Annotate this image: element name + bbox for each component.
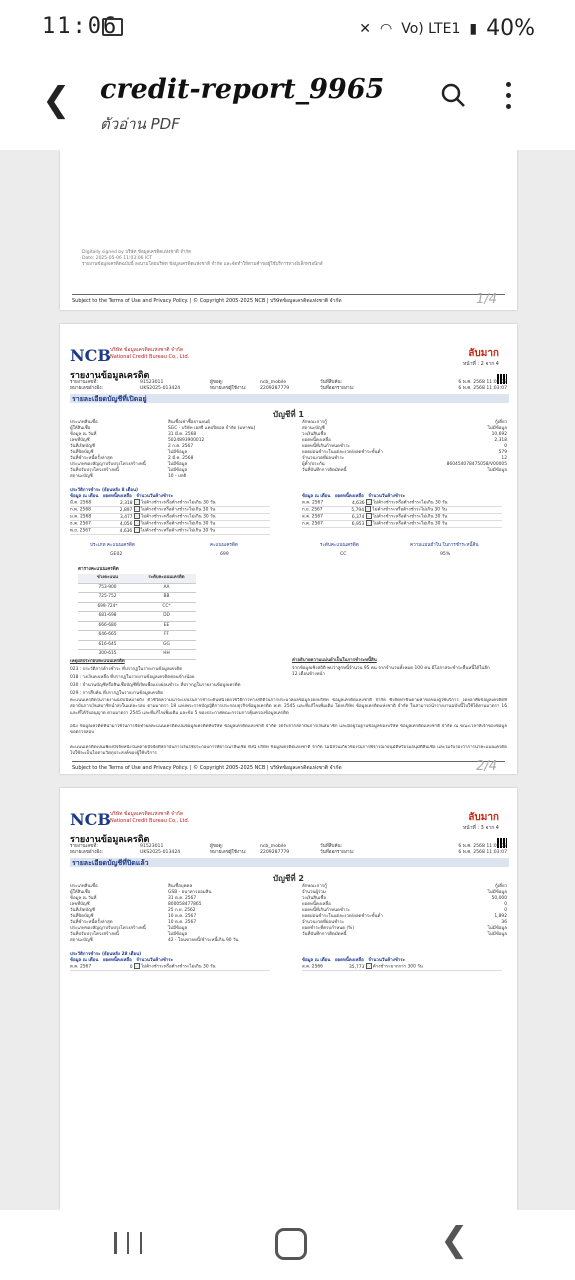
detail-value: 12: [501, 456, 507, 461]
meta-value: 2209287779: [260, 850, 290, 855]
meta-value: 6 พ.ค. 2568 11:03:07: [458, 386, 507, 391]
company-name-th: บริษัท ข้อมูลเครดิตแห่งชาติ จำกัด: [110, 347, 184, 353]
recent-apps-icon[interactable]: [114, 1232, 142, 1256]
history-col: ยอดหนี้คงเหลือ: [334, 958, 364, 963]
account-title: บัญชีที่ 2: [273, 874, 304, 883]
grade-level: EE: [163, 622, 170, 628]
grade-row: [78, 603, 196, 613]
page-number: 2/4: [476, 759, 497, 774]
pdf-viewer[interactable]: [0, 150, 575, 1210]
detail-value: 31 มี.ค. 2568: [168, 432, 197, 437]
detail-value: GSB - ธนาคารออมสิน: [168, 890, 212, 895]
grade-col: ระดับคะแนนเครดิต: [148, 575, 185, 580]
signal-icon: ▮: [469, 20, 478, 37]
disclaimer-paragraph: คะแนนเครดิตในรายงานฉบับนี้หมายถึง ตัวชี้วัดความน่าจะเป็นในการชำระคืนหนี้โดยใช้วิธีการทางสถิติในการประมวลผลข้อมูลโดยบริษัท ข้อมูลเครดิตแห่งชาติ จำกัด ซึ่งจัดทำขึ้นตามคำขอของผู้ใช้บริการ โดยอาศัยข้อมูลเครดิตที่สถาบันการเงินสมาชิกนำส่งในแต่ละรอบ ตามมาตรา 18 แห่งพระราชบัญญัติการประกอบธุรกิจข้อมูลเครดิต พ.ศ. 2545 และที่แก้ไขเพิ่มเติม โดยบริษัท ข้อมูลเครดิตแห่งชาติ จำกัด ในสามารถนำรายงานฉบับนี้ไปใช้ได้ตามมาตรา 16 และที่ได้รับอนุญาต ตามมาตรา 2545 และที่แก้ไขเพิ่มเติม และข้อ 5 ของประกาศคณะกรรมการคุ้มครองข้อมูลเครดิต: [70, 698, 507, 716]
page-footer: [72, 761, 505, 772]
history-month: ต.ค. 2567: [70, 964, 92, 970]
detail-label: สถานะบัญชี: [302, 426, 325, 431]
history-balance: 4,056: [119, 521, 133, 527]
detail-label: ยอดหนี้ที่เกินกำหนดชำระ: [302, 908, 351, 913]
grade-row: [78, 622, 196, 632]
grade-row: [78, 584, 196, 594]
grade-level: BB: [163, 594, 170, 599]
detail-value: ไม่มีข้อมูล: [168, 926, 188, 931]
detail-label: วงเงินสินเชื่อ: [302, 896, 327, 901]
meta-label: หมายเลขผู้ใช้งาน:: [210, 386, 247, 391]
wifi-icon: ◠: [380, 20, 393, 37]
grade-range: 753-900: [98, 584, 117, 590]
history-status: ไม่ค้างชำระหรือค้างชำระไม่เกิน 30 วัน: [140, 964, 216, 970]
history-col: จำนวนวันค้างชำระ: [136, 958, 173, 963]
meta-label: วันที่สืบค้น:: [320, 380, 343, 385]
pdf-page-1: [60, 150, 517, 310]
history-balance: 4,636: [119, 528, 133, 534]
disclaimer-paragraph: คะแนนเครดิตเป็นเพียงปัจจัยหนึ่งในหลายปัจจัยที่สถาบันการเงินใช้ประกอบการพิจารณาสินเชื่อ ทั้งนี้ บริษัท ข้อมูลเครดิตแห่งชาติ จำกัด ไม่มีส่วนเกี่ยวข้องในการพิจารณาอนุมัติหรือไม่อนุมัติสินเชื่อ และไม่รับรองว่าการนำคะแนนเครดิตไปใช้จะเป็นไปตามวัตถุประสงค์ของผู้ใช้บริการ: [70, 745, 507, 757]
history-balance: 6,953: [351, 521, 365, 527]
detail-label: ลักษณะการกู้: [302, 884, 327, 889]
history-title: ประวัติการชำระ (ย้อนหลัง 8 เดือน): [70, 488, 139, 493]
app-subtitle: ตัวอ่าน PDF: [100, 115, 180, 133]
detail-label: ยอดหนี้ที่เกินกำหนดชำระ: [302, 444, 351, 449]
report-title: รายงานข้อมูลเครดิต: [70, 371, 150, 381]
score-grade: CC: [340, 552, 347, 557]
history-col: ยอดหนี้คงเหลือ: [102, 958, 132, 963]
history-row: [302, 520, 502, 528]
detail-label: ประเภทสินเชื่อ: [70, 420, 98, 425]
page-of: หน้าที่ : 3 จาก 4: [463, 825, 499, 831]
detail-label: ประเภทสินเชื่อ: [70, 884, 98, 889]
history-balance: 6,374: [351, 514, 365, 520]
pdf-page-3: [60, 788, 517, 1210]
history-col: ข้อมูล ณ เดือน: [70, 494, 99, 499]
detail-value: 36: [501, 920, 507, 925]
nav-back-icon[interactable]: ❮: [440, 1220, 469, 1260]
mute-icon: ✕: [359, 20, 371, 37]
page-footer: [72, 294, 505, 305]
detail-label: ผู้ให้สินเชื่อ: [70, 426, 91, 431]
detail-value: 10,692: [491, 432, 507, 437]
history-title: ประวัติการชำระ (ย้อนหลัง 28 เดือน): [70, 952, 142, 957]
detail-value: 1,892: [494, 914, 507, 919]
meta-label: หมายเลขอ้างอิง:: [70, 386, 103, 391]
detail-label: สถานะบัญชี: [70, 938, 93, 943]
grade-range: 725-752: [98, 594, 117, 599]
detail-value: 2,318: [494, 438, 507, 443]
ncb-logo: NCB: [70, 810, 111, 829]
history-col: ข้อมูล ณ เดือน: [302, 494, 331, 499]
detail-label: จำนวนงวดที่ผ่อนชำระ: [302, 456, 345, 461]
detail-value: ไม่มีข้อมูล: [487, 426, 507, 431]
detail-value: 2 ก.ค. 2567: [168, 444, 194, 449]
detail-value: กู้เดี่ยว: [494, 420, 507, 425]
history-month: ส.ค. 2566: [302, 964, 323, 970]
detail-value: 10 ต.ค. 2567: [168, 914, 197, 919]
history-col: จำนวนวันค้างชำระ: [136, 494, 173, 499]
more-options-icon[interactable]: [506, 82, 512, 115]
back-icon[interactable]: ❮: [42, 80, 71, 120]
history-status: ไม่ค้างชำระหรือค้างชำระไม่เกิน 30 วัน: [140, 528, 216, 534]
history-balance: 5,794: [351, 507, 364, 513]
company-name: [110, 811, 189, 825]
accuracy-title: ค่าอธิบายความแม่นยำเป็นในการชำระหนี้สิน: [292, 658, 377, 663]
detail-label: วันที่ชำระหนี้ครั้งล่าสุด: [70, 920, 113, 925]
detail-value: ไม่มีข้อมูล: [487, 932, 507, 937]
factors-title: เหตุผลประกอบคะแนนเครดิต: [70, 659, 125, 664]
grade-level: CC*: [162, 603, 171, 609]
meta-label: รายงานเลขที่:: [70, 380, 98, 385]
history-header: [70, 492, 173, 499]
history-month: พ.ย. 2567: [70, 528, 91, 534]
score-col: ความแม่นยำใน ในการชำระหนี้สิน: [410, 543, 479, 548]
grade-col: ช่วงคะแนน: [96, 575, 119, 580]
detail-value: SGC - บริษัท เอสจี แคปปิตอล จำกัด (มหาชน): [168, 426, 256, 431]
history-balance: 2,897: [119, 507, 133, 513]
document-title: credit-report_9965: [100, 74, 385, 105]
detail-label: ผู้ค้ำ/ประกัน: [302, 462, 325, 467]
detail-value: ไม่มีข้อมูล: [168, 468, 188, 473]
history-status: ไม่ค้างชำระหรือค้างชำระไม่เกิน 30 วัน: [140, 521, 216, 527]
detail-label: วันที่ปิดบัญชี: [70, 450, 94, 455]
score-col: ระดับคะแนนเครดิต: [320, 543, 359, 548]
grade-range: 646-665: [98, 632, 117, 637]
grade-table: [78, 574, 196, 660]
status-time: 11:06: [42, 14, 119, 39]
history-month: ธ.ค. 2567: [70, 521, 91, 527]
meta-value: ncb_mobile: [260, 844, 287, 849]
system-nav-bar: [0, 1210, 575, 1280]
history-status: ไม่ค้างชำระหรือค้างชำระไม่เกิน 30 วัน: [372, 500, 448, 506]
home-icon[interactable]: [275, 1228, 307, 1260]
company-name-en: National Credit Bureau Co., Ltd.: [110, 818, 190, 824]
history-status: ค้างชำระมากกว่า 300 วัน: [372, 964, 423, 970]
detail-label: ข้อมูล ณ วันที่: [70, 432, 97, 437]
history-balance: 35,773: [349, 964, 365, 970]
history-col: ยอดหนี้คงเหลือ: [102, 494, 132, 499]
signature-line: Date: 2025-05-06 11:03:06 ICT: [82, 256, 153, 261]
meta-label: ผู้ขอดู:: [210, 844, 224, 849]
meta-value: 6 พ.ค. 2568 11:03:07: [458, 380, 507, 385]
grade-table-title: ตารางคะแนนเครดิต: [78, 567, 119, 572]
grade-range: 300-615: [98, 651, 117, 656]
detail-label: ยอดผ่อนชำระในแต่ละงวด/ยอดชำระขั้นต่ำ: [302, 450, 383, 455]
grade-level: HH: [163, 651, 170, 656]
grade-level: GG: [163, 641, 170, 647]
detail-value: 0: [504, 444, 507, 449]
grade-level: FF: [164, 632, 169, 637]
detail-label: วันที่ปรับปรุงโครงสร้างหนี้: [70, 468, 119, 473]
detail-label: วันที่ปรับปรุงโครงสร้างหนี้: [70, 932, 119, 937]
history-month: ก.พ. 2568: [70, 507, 91, 513]
detail-label: เลขที่บัญชี: [70, 902, 90, 907]
section-band: รายละเอียดบัญชีที่ปิดแล้ว: [70, 858, 509, 867]
grade-level: AA: [163, 584, 170, 590]
meta-value: 91523011: [140, 844, 164, 849]
detail-value: 42 - โอนขายหนี้/ชำระหนี้เกิน 90 วัน: [168, 938, 239, 943]
detail-label: ยอดหนี้คงเหลือ: [302, 438, 331, 443]
detail-value: 800058477865: [168, 902, 202, 907]
detail-label: ยอดหนี้คงเหลือ: [302, 902, 331, 907]
detail-label: วันที่เปิดบัญชี: [70, 908, 96, 913]
score-type: GE02: [110, 552, 123, 557]
history-header: [302, 492, 405, 499]
history-col: จำนวนวันค้างชำระ: [368, 494, 405, 499]
meta-value: 6 พ.ค. 2568 11:03:07: [458, 844, 507, 849]
search-icon[interactable]: [440, 82, 466, 108]
page-number: 1/4: [476, 292, 497, 307]
meta-label: หมายเลขอ้างอิง:: [70, 850, 103, 855]
detail-value: 860454078475058/V00005: [446, 462, 507, 467]
score-col: คะแนนเครดิต: [210, 543, 238, 548]
history-col: จำนวนวันค้างชำระ: [368, 958, 405, 963]
detail-value: กู้เดี่ยว: [494, 884, 507, 889]
ncb-logo: NCB: [70, 346, 111, 365]
grade-range: 616-645: [98, 641, 117, 647]
detail-value: ไม่มีข้อมูล: [487, 926, 507, 931]
grade-row: [78, 641, 196, 651]
meta-value: ncb_mobile: [260, 380, 287, 385]
detail-label: วันที่ชำระหนี้ครั้งล่าสุด: [70, 456, 113, 461]
history-month: ต.ค. 2567: [302, 500, 324, 506]
history-row: [302, 963, 502, 971]
report-title: รายงานข้อมูลเครดิต: [70, 835, 150, 845]
grade-range: 666-680: [98, 622, 117, 628]
detail-label: จำนวนผู้ร่วม: [302, 890, 326, 895]
credit-score-summary: [70, 542, 507, 564]
detail-label: ผู้ให้สินเชื่อ: [70, 890, 91, 895]
history-row: [70, 527, 270, 535]
history-col: ข้อมูล ณ เดือน: [302, 958, 331, 963]
payment-history: [70, 486, 507, 534]
meta-label: วันที่ออกรายงาน:: [320, 850, 355, 855]
detail-label: สถานะบัญชี: [70, 474, 93, 479]
meta-label: วันที่สืบค้น:: [320, 844, 343, 849]
accuracy-text: จากข้อมูลเชิงสถิติ พบว่าลูกหนี้จำนวน 95 คน จากจำนวนทั้งหมด 100 คน มีโอกาสจะชำระคืนหนี้ได้ในอีก 12 เดือนข้างหน้า: [292, 666, 490, 677]
pdf-page-2: [60, 324, 517, 774]
history-header: [70, 956, 173, 963]
account-details: [70, 420, 507, 480]
detail-label: ประเภทของสัญญาปรับปรุงโครงสร้างหนี้: [70, 926, 146, 931]
history-status: ไม่ค้างชำระหรือค้างชำระไม่เกิน 30 วัน: [141, 500, 216, 506]
meta-label: รายงานเลขที่:: [70, 844, 98, 849]
detail-value: 5024893900012: [168, 438, 205, 443]
score-accuracy: 95%: [440, 552, 451, 557]
history-header: [302, 956, 405, 963]
detail-value: ไม่มีข้อมูล: [487, 468, 507, 473]
detail-value: 0: [504, 908, 507, 913]
detail-label: วันที่เปิดบัญชี: [70, 444, 96, 449]
company-name-th: บริษัท ข้อมูลเครดิตแห่งชาติ จำกัด: [110, 811, 184, 817]
payment-history: [70, 950, 507, 980]
detail-value: สินเชื่อเช่าซื้อยานยนต์: [168, 420, 210, 425]
detail-label: ข้อมูล ณ วันที่: [70, 896, 97, 901]
footer-text: Subject to the Terms of Use and Privacy Policy. | © Copyright 2005-2025 NCB | บริษัทข้อมูลเครดิตแห่งชาติ จำกัด: [72, 298, 342, 304]
detail-value: 2 มี.ค. 2568: [168, 456, 194, 461]
grade-level: DD: [163, 613, 170, 618]
detail-value: ไม่มีข้อมูล: [168, 462, 188, 467]
history-row: [70, 963, 270, 971]
history-col: ยอดหนี้คงเหลือ: [334, 494, 364, 499]
detail-label: จำนวนงวดที่ผ่อนชำระ: [302, 920, 345, 925]
detail-value: 25 ก.ย. 2562: [168, 908, 196, 913]
meta-value: UKS2025-013424: [140, 386, 181, 391]
meta-label: วันที่ออกรายงาน:: [320, 386, 355, 391]
score-factors: [70, 658, 270, 698]
meta-value: UKS2025-013424: [140, 850, 181, 855]
history-balance: 3,477: [120, 514, 133, 520]
meta-value: 91523011: [140, 380, 164, 385]
status-bar: [0, 0, 575, 60]
meta-value: 2209287779: [260, 386, 290, 391]
detail-value: สินเชื่อบุคคล: [168, 884, 193, 889]
history-month: มี.ค. 2568: [70, 500, 92, 506]
history-balance: 0: [129, 964, 133, 970]
gallery-icon: [102, 18, 123, 36]
history-status: ไม่ค้างชำระหรือค้างชำระไม่เกิน 30 วัน: [372, 507, 447, 513]
detail-value: 579: [498, 450, 507, 455]
history-status: ไม่ค้างชำระหรือค้างชำระไม่เกิน 30 วัน: [140, 507, 216, 513]
digital-signature: [82, 250, 323, 268]
factor-item: 030 : จำนวนบัญชีหรือสินเชื่อบัญชีที่เปิดเพื่อแบ่งผ่อนชำระ ที่ปรากฏในรายงานข้อมูลเครดิต: [70, 683, 241, 688]
network-label: Vo) LTE1: [401, 20, 461, 37]
account-details: [70, 884, 507, 944]
history-month: ส.ค. 2567: [302, 514, 323, 520]
detail-value: 50,000: [491, 896, 507, 901]
status-icons: [359, 16, 535, 41]
factor-item: 023 : ประวัติการค้างชำระ ที่ปรากฏในรายงานข้อมูลเครดิต: [70, 667, 183, 672]
history-month: ก.ย. 2567: [302, 507, 323, 513]
battery-label: 40%: [486, 16, 535, 41]
signature-line: รายงานข้อมูลเครดิตฉบับนี้ ลงนามโดยบริษัท ข้อมูลเครดิตแห่งชาติ จำกัด และจัดทำให้ตามคำขอผู้ใช้บริการทางอิเล็กทรอนิกส์: [82, 262, 323, 267]
page-of: หน้าที่ : 2 จาก 4: [463, 361, 499, 367]
detail-value: ไม่มีข้อมูล: [168, 450, 188, 455]
meta-label: หมายเลขผู้ใช้งาน:: [210, 850, 247, 855]
grade-row: [78, 593, 196, 603]
score-value: 699: [220, 552, 229, 557]
factor-item: 029 : การสืบค้น ที่ปรากฏในรายงานข้อมูลเครดิต: [70, 691, 163, 696]
history-balance: 4,636: [351, 500, 365, 506]
accuracy-note: [292, 658, 492, 678]
history-month: ม.ค. 2568: [70, 514, 92, 520]
detail-label: ยอดผ่อนชำระในแต่ละงวด/ยอดชำระขั้นต่ำ: [302, 914, 383, 919]
history-status: ไม่ค้างชำระหรือค้างชำระไม่เกิน 30 วัน: [372, 521, 448, 527]
company-name: [110, 347, 189, 361]
signature-line: Digitally signed by บริษัท ข้อมูลเครดิตแห่งชาติ จำกัด: [82, 250, 192, 255]
detail-value: 10 - ปกติ: [168, 474, 187, 479]
grade-row: [78, 631, 196, 641]
history-status: ไม่ค้างชำระหรือค้างชำระไม่เกิน 30 วัน: [372, 514, 448, 520]
history-status: ไม่ค้างชำระหรือค้างชำระไม่เกิน 30 วัน: [141, 514, 216, 520]
meta-label: ผู้ขอดู:: [210, 380, 224, 385]
detail-value: 31 ต.ค. 2567: [168, 896, 197, 901]
company-name-en: National Credit Bureau Co., Ltd.: [110, 354, 190, 360]
factor-item: 018 : วงเงินคงเหลือ ที่ปรากฏในรายงานข้อมูลเครดิตค่อนข้างน้อย: [70, 675, 195, 680]
meta-value: 6 พ.ค. 2568 11:03:07: [458, 850, 507, 855]
detail-label: วงเงินสินเชื่อ: [302, 432, 327, 437]
detail-label: วันที่ปิดบัญชี: [70, 914, 94, 919]
grade-row: [78, 612, 196, 622]
detail-value: 0: [504, 902, 507, 907]
detail-label: ยอดชำระที่ครบกำหนด (%): [302, 926, 355, 931]
confidential-stamp: ลับมาก: [468, 348, 499, 359]
grade-header: [78, 574, 196, 584]
history-balance: 2,318: [120, 500, 133, 506]
score-col: ประเภท คะแนนเครดิต: [90, 543, 135, 548]
detail-label: เลขที่บัญชี: [70, 438, 90, 443]
footer-text: Subject to the Terms of Use and Privacy Policy. | © Copyright 2005-2025 NCB | บริษัทข้อมูลเครดิตแห่งชาติ จำกัด: [72, 765, 342, 771]
detail-value: 10 ต.ค. 2567: [168, 920, 197, 925]
detail-value: ไม่มีข้อมูล: [168, 932, 188, 937]
confidential-stamp: ลับมาก: [468, 812, 499, 823]
grade-range: 699-724*: [97, 603, 118, 609]
account-title: บัญชีที่ 1: [273, 410, 304, 419]
detail-label: วันที่บันทึกการติดมัดหนี้: [302, 468, 347, 473]
history-col: ข้อมูล ณ เดือน: [70, 958, 99, 963]
detail-label: ลักษณะการกู้: [302, 420, 327, 425]
history-month: ก.ค. 2567: [302, 521, 323, 527]
disclaimer-paragraph: อนึ่ง ข้อมูลเครดิตที่นำมาใช้ในการจัดทำผลคะแนนเครดิตเป็นข้อมูลเครดิตที่บริษัท ข้อมูลเครดิตแห่งชาติ จำกัด ได้รับจากสถาบันการเงินสมาชิก และมีอยู่ในฐานข้อมูลของบริษัท ข้อมูลเครดิตแห่งชาติ จำกัด ณ ขณะเวลาที่เจ้าของข้อมูลขอตรวจสอบ: [70, 724, 507, 736]
app-bar: [0, 60, 575, 150]
detail-label: วันที่บันทึกการติดมัดหนี้: [302, 932, 347, 937]
detail-label: ประเภทของสัญญาปรับปรุงโครงสร้างหนี้: [70, 462, 146, 467]
detail-value: ไม่มีข้อมูล: [487, 890, 507, 895]
section-band: รายละเอียดบัญชีที่เปิดอยู่: [70, 394, 509, 403]
grade-range: 681-698: [98, 613, 117, 618]
